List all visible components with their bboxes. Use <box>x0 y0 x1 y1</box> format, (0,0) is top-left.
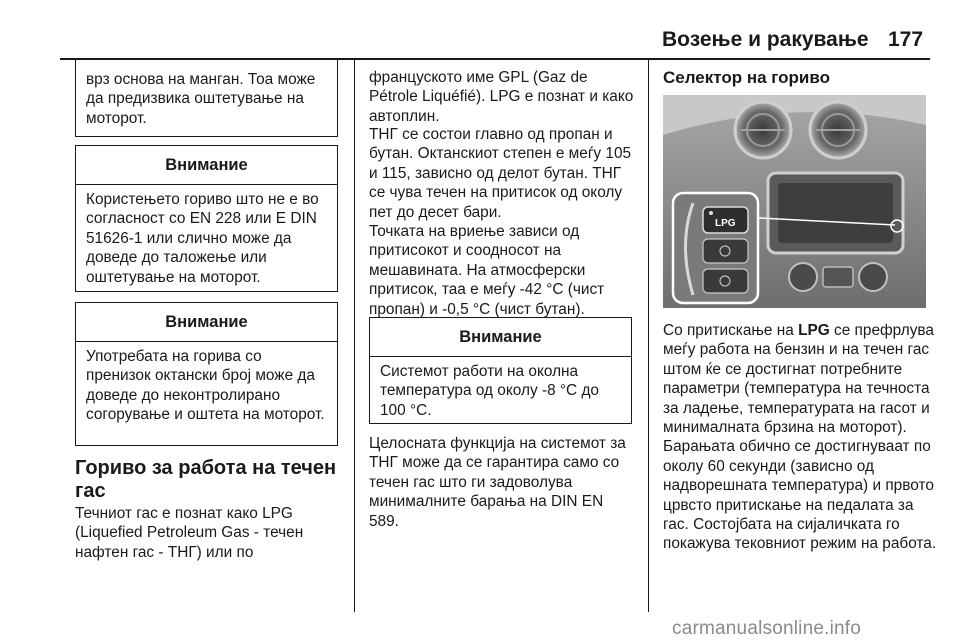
column-divider <box>354 60 355 612</box>
paragraph: Точката на вриење зависи од притисокот и соодносот на мешавината. На атмосферски притисок, таа е меѓу -42 °C (чист пропан) и -0,5 °C (чист бутан). <box>369 223 605 318</box>
warning-body: Користењето гориво што не е во согласност со EN 228 или E DIN 51626-1 или слично може да доведе до таложење или оштетување на моторот. <box>86 191 319 286</box>
paragraph: Течниот гас е познат како LPG (Liquefied Petroleum Gas - течен нафтен гас - ТНГ) или по <box>75 505 304 561</box>
warning-body: Системот работи на околна температура од околу -8 °C до 100 °C. <box>380 363 599 419</box>
para-text: се префрлува меѓу работа на бензин и на течен гас штом ќе се достигнат потребните параметри (температура на течноста за ладење, температурата на гасот и минималната брзина на моторот). Барањата обично се достигнуваат по околу 60 секунди (зависно од надворешната температура) и првото црвсто притискање на педалата за гас. Состојбата на сијаличката го покажува тековниот режим на работа. <box>663 322 937 553</box>
air-vent-icon <box>735 102 791 158</box>
section-title-lpg-fuel: Гориво за работа на течен гас <box>75 457 337 502</box>
watermark: carmanualsonline.info <box>672 618 862 639</box>
page-number: 177 <box>888 28 924 51</box>
warning-title: Внимание <box>76 303 337 342</box>
lpg-button-icon <box>703 207 748 233</box>
paragraph: Целосната функција на системот за ТНГ може да се гарантира само со течен гас што ги задоволува минималните барања на DIN EN 589. <box>369 435 626 530</box>
paragraph: ТНГ се состои главно од пропан и бутан. Октанскиот степен е меѓу 105 и 115, зависно од делот бутан. ТНГ се чува течен на притисок од околу пет до десет бари. <box>369 126 632 221</box>
page-header-title: Возење и ракување <box>662 28 869 51</box>
lpg-keyword: LPG <box>798 322 830 339</box>
continued-text-box <box>75 60 338 137</box>
lpg-switch-figure <box>663 95 926 308</box>
section-title-fuel-selector: Селектор на гориво <box>663 68 830 87</box>
paragraph-lpg-selector <box>663 321 938 554</box>
dashboard-illustration <box>663 95 926 308</box>
warning-title: Внимание <box>76 146 337 185</box>
warning-title: Внимание <box>370 318 631 357</box>
paragraph: францускoто име GPL (Gaz de Pétrole Liquéfié). LPG е познат и како автоплин. <box>369 69 634 125</box>
continued-text: врз основа на манган. Тоа може да предизвика оштетување на моторот. <box>86 71 316 127</box>
para-text: Со притискање на <box>663 322 794 339</box>
air-vent-icon <box>810 102 866 158</box>
warning-box <box>75 302 338 446</box>
warning-box <box>369 317 632 424</box>
column-divider <box>648 60 649 612</box>
warning-body: Употребата на горива со пренизок октански број може да доведе до неконтролирано согорување и оштета на моторот. <box>86 348 325 424</box>
lpg-button-label: LPG <box>715 218 736 229</box>
warning-box <box>75 145 338 292</box>
